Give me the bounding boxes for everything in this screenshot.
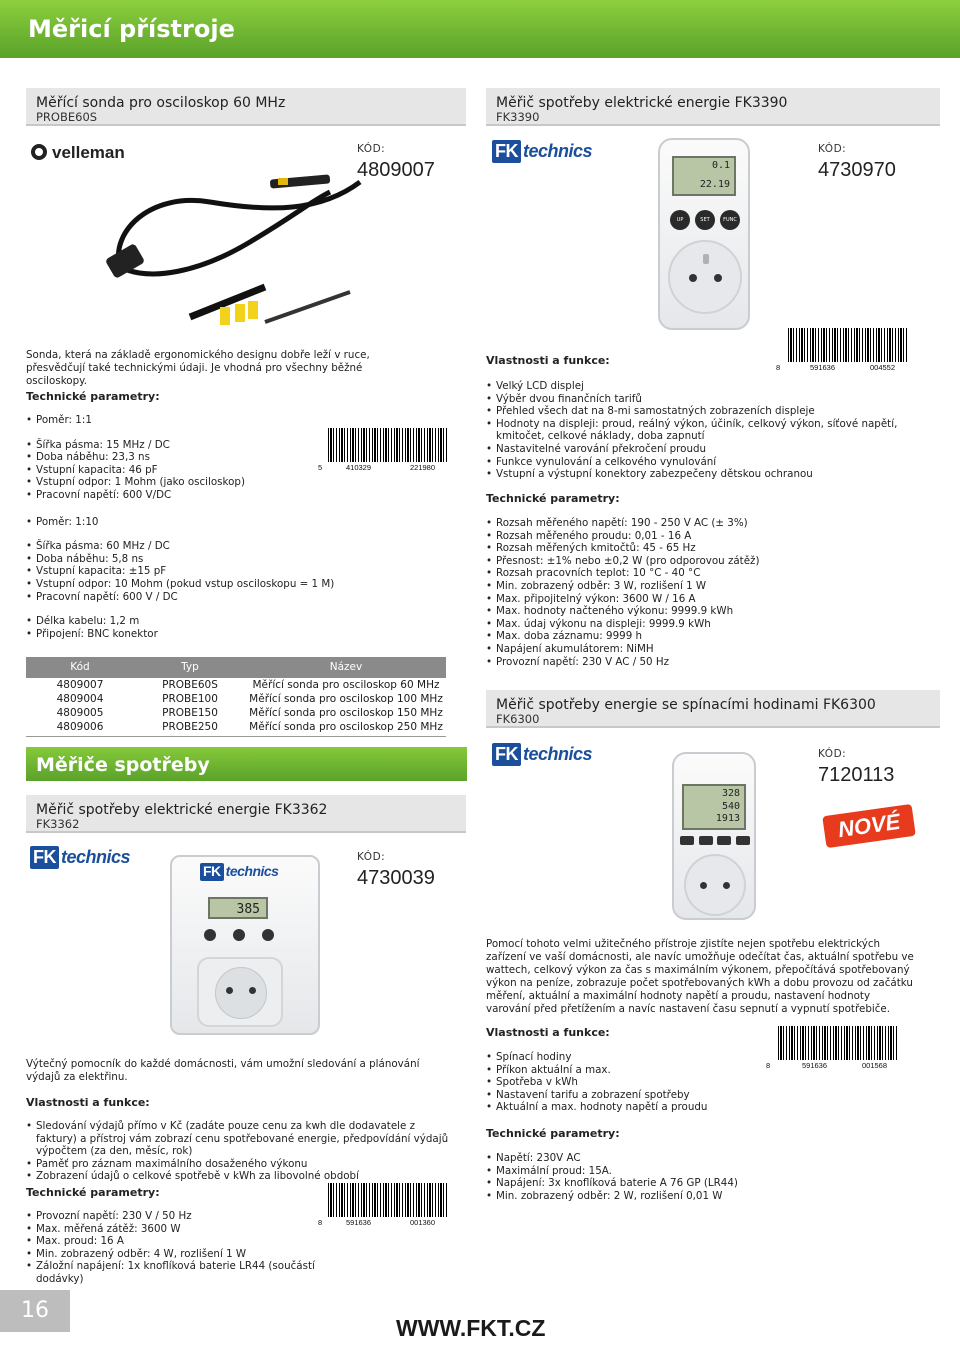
fk3390-specs [486,517,926,668]
spec-item: • Šířka pásma: 15 MHz / DC [26,439,426,452]
barcode-digit: 001568 [862,1061,888,1070]
kod-label: KÓD: [818,143,847,155]
list-item: • Aktuální a max. hodnoty napětí a proudu [486,1101,746,1114]
barcode-bars [788,328,908,362]
new-badge: NOVÉ [822,804,916,848]
barcode-bars [328,1183,448,1217]
list-item: • Přesnost: ±1% nebo ±0,2 W (pro odporovou zátěž) [486,555,926,568]
product-header-fk6300 [486,690,940,728]
kod-value: 4730039 [357,867,435,889]
device-lcd [672,156,736,196]
socket-icon [684,854,746,916]
section-header-meters: Měřiče spotřeby [26,747,467,781]
device-button-icon [699,836,713,845]
list-item: • Záložní napájení: 1x knoflíková baterie LR44 (součástí dodávky) [26,1260,356,1285]
device-button-icon [233,929,245,941]
product-code: FK6300 [496,712,540,727]
barcode-digit: 001360 [410,1218,436,1227]
kod-label: KÓD: [357,851,386,863]
spec-item: • Poměr: 1:1 [26,414,426,427]
product-description: Sonda, která na základě ergonomického designu dobře leží v ruce, přesvědčují také technickými údaji. Je vhodná pro všechny běžné osciloskopy. [26,349,370,387]
tech-params-heading: Technické parametry: [26,1186,160,1199]
barcode-digit: 004552 [870,363,896,372]
table-header: Typ [134,657,246,678]
features-heading: Vlastnosti a funkce: [486,354,610,367]
product-title: Měřící sonda pro osciloskop 60 MHz [36,95,286,111]
kod-label: KÓD: [818,748,847,760]
list-item: • Rozsah měřených kmitočtů: 45 - 65 Hz [486,542,926,555]
barcode-digit: 8 [766,1061,771,1070]
device-button: SET [695,210,715,230]
product-code: FK3362 [36,817,80,832]
device-buttons [670,210,740,230]
website-link[interactable]: WWW.FKT.CZ [396,1315,546,1341]
spec-item: • Připojení: BNC konektor [26,628,426,641]
product-code: PROBE60S [36,110,98,125]
fktechnics-logo [492,743,592,766]
list-item: • Max. hodnoty načteného výkonu: 9999.9 kWh [486,605,926,618]
barcode-digit: 591636 [802,1061,828,1070]
table-cell: PROBE60S [162,679,218,692]
features-heading: Vlastnosti a funkce: [26,1096,150,1109]
barcode [776,328,908,372]
list-item: • Max. doba záznamu: 9999 h [486,630,926,643]
list-item: • Sledování výdajů přímo v Kč (zadáte pouze cenu za kwh dle dodavatele z faktury) a přístroj vám zobrazí cenu spotřebované energie, předpovídání výdajů výpočtem (za den, měsíc, rok) [26,1120,458,1158]
device-logo-text: technics [225,863,279,879]
table-row [26,678,446,692]
device-button-icon [262,929,274,941]
product-title: Měřič spotřeby elektrické energie FK3390 [496,95,788,111]
table-cell: Měřící sonda pro osciloskop 150 MHz [249,707,443,720]
table-header: Název [246,657,446,678]
table-row [26,692,446,706]
barcode-digit: 5 [318,463,323,472]
device-button-icon [717,836,731,845]
list-item: • Zobrazení údajů o celkové spotřebě v kWh za libovolné období [26,1170,458,1183]
device-lcd-line: 22.19 [699,178,730,190]
barcode [766,1026,898,1070]
table-cell: Měřící sonda pro osciloskop 60 MHz [252,679,440,692]
spec-item: • Délka kabelu: 1,2 m [26,615,426,628]
spec-item: • Doba náběhu: 5,8 ns [26,553,426,566]
fk-logo-text: technics [523,141,593,161]
fk-logo-mark: FK [30,846,59,869]
device-lcd-line: 1913 [715,813,740,824]
table-row [26,706,446,720]
fk-logo-mark: FK [492,140,521,163]
header-bar [0,0,960,58]
table-cell: PROBE100 [162,693,218,706]
list-item: • Max. připojitelný výkon: 3600 W / 16 A [486,593,926,606]
table-cell: 4809005 [56,707,104,720]
list-item: • Min. zobrazený odběr: 3 W, rozlišení 1 W [486,580,926,593]
barcode [318,428,450,472]
socket-icon [197,957,283,1027]
fk3362-specs [26,1210,356,1286]
product-header-probe60s [26,88,466,126]
oscilloscope-probe-icon [90,172,390,337]
product-code: FK3390 [496,110,540,125]
list-item: • Přehled všech dat na 8-mi samostatných zobrazeních displeje [486,405,906,418]
product-description: Pomocí tohoto velmi užitečného přístroje zjistíte nejen spotřebu elektrických zařízení ve vaší domácnosti, ale navíc umožňuje odečítat čas, aktuální spotřebu ve wattech, celkový výkon za čas s maximálním výkonem, přepočítává spotřebovaný výkon na peníze, zobrazuje počet spotřebovaných kWh a dobu provozu od začátku měření, aktuální a maximální hodnoty napětí a proudu, nastavení hodnoty varování před přetížením a navíc nastavení času sepnutí a vypnutí spotřebiče. [486,938,914,1015]
barcode-digit: 591636 [346,1218,372,1227]
product-title: Měřič spotřeby elektrické energie FK3362 [36,802,328,818]
table-cell: 4809004 [56,693,104,706]
spec-item: • Pracovní napětí: 600 V/DC [26,489,426,502]
fk-logo-text: technics [523,744,593,764]
barcode-bars [328,428,448,462]
fk6300-features [486,1051,746,1114]
product-description: Výtečný pomocník do každé domácnosti, vám umožní sledování a plánování výdajů za elektřinu. [26,1058,420,1083]
fk3362-features [26,1120,458,1183]
list-item: • Min. zobrazený odběr: 4 W, rozlišení 1 W [26,1248,356,1261]
barcode-bars [778,1026,898,1060]
probe-table [26,657,446,737]
device-lcd: 385 [208,897,268,919]
list-item: • Provozní napětí: 230 V / 50 Hz [26,1210,356,1223]
device-logo-mark: FK [200,863,224,881]
product-title: Měřič spotřeby energie se spínacími hodinami FK6300 [496,697,876,713]
kod-value: 4730970 [818,159,896,181]
device-button-icon [680,836,694,845]
spec-item: • Doba náběhu: 23,3 ns [26,451,426,464]
barcode-digit: 410329 [346,463,372,472]
barcode-digit: 221980 [410,463,436,472]
list-item: • Rozsah měřeného napětí: 190 - 250 V AC (± 3%) [486,517,926,530]
kod-value: 7120113 [818,764,895,786]
list-item: • Rozsah měřeného proudu: 0,01 - 16 A [486,530,926,543]
list-item: • Napájení akumulátorem: NiMH [486,643,926,656]
fk6300-device-image [672,752,756,920]
device-buttons [680,836,750,845]
kod-value: 4809007 [357,159,435,181]
list-item: • Spotřeba v kWh [486,1076,746,1089]
fk-logo-text: technics [61,847,131,867]
table-cell: Měřící sonda pro osciloskop 250 MHz [249,721,443,734]
list-item: • Max. proud: 16 A [26,1235,356,1248]
fktechnics-logo [30,846,130,869]
list-item: • Paměť pro záznam maximálního dosaženého výkonu [26,1158,458,1171]
spec-item: • Vstupní kapacita: 46 pF [26,464,426,477]
device-button: UP [670,210,690,230]
list-item: • Rozsah pracovních teplot: 10 °C - 40 °C [486,567,926,580]
list-item: • Nastavitelné varování překročení proudu [486,443,906,456]
spec-item: • Poměr: 1:10 [26,516,426,529]
barcode-digit: 8 [318,1218,323,1227]
device-button-icon [736,836,750,845]
velleman-logo [30,142,145,166]
device-logo [200,863,278,881]
tech-params-heading: Technické parametry: [486,492,620,505]
spec-item: • Pracovní napětí: 600 V / DC [26,591,426,604]
list-item: • Napájení: 3x knoflíková baterie A 76 GP (LR44) [486,1177,886,1190]
product-header-fk3362 [26,795,466,833]
features-heading: Vlastnosti a funkce: [486,1026,610,1039]
table-cell: PROBE150 [162,707,218,720]
fk3390-features [486,380,906,481]
fktechnics-logo [492,140,592,163]
page-title: Měřicí přístroje [28,15,235,43]
barcode-digit: 8 [776,363,781,372]
spec-item: • Šířka pásma: 60 MHz / DC [26,540,426,553]
product-header-fk3390 [486,88,940,126]
list-item: • Hodnoty na displeji: proud, reálný výkon, účiník, celkový výkon, síťové napětí, kmitočet, celkové náklady, doba zapnutí [486,418,906,443]
list-item: • Napětí: 230V AC [486,1152,886,1165]
list-item: • Výběr dvou finančních tarifů [486,393,906,406]
fk6300-specs [486,1152,886,1202]
device-lcd-line: 540 [721,800,740,812]
spec-item: • Vstupní odpor: 1 Mohm (jako osciloskop) [26,476,426,489]
spec-item: • Vstupní odpor: 10 Mohm (pokud vstup osciloskopu = 1 M) [26,578,426,591]
table-row [26,720,446,734]
page-number: 16 [0,1290,70,1332]
table-header: Kód [26,657,134,678]
list-item: • Max. údaj výkonu na displeji: 9999.9 kWh [486,618,926,631]
list-item: • Min. zobrazený odběr: 2 W, rozlišení 0,01 W [486,1190,886,1203]
device-button-icon [204,929,216,941]
device-lcd-line: 0.1 [711,160,730,171]
device-buttons [204,929,274,941]
table-cell: PROBE250 [162,721,218,734]
list-item: • Příkon aktuální a max. [486,1064,746,1077]
spec-item: • Vstupní kapacita: ±15 pF [26,565,426,578]
table-cell: 4809007 [56,679,104,692]
probe-image [90,172,390,337]
tech-params-heading: Technické parametry: [486,1127,620,1140]
table-cell: Měřící sonda pro osciloskop 100 MHz [249,693,443,706]
list-item: • Max. měřená zátěž: 3600 W [26,1223,356,1236]
fk3362-device-image [170,855,320,1035]
list-item: • Spínací hodiny [486,1051,746,1064]
list-item: • Vstupní a výstupní konektory zabezpečeny dětskou ochranou [486,468,906,481]
list-item: • Funkce vynulování a celkového vynulování [486,456,906,469]
device-lcd [682,784,746,830]
barcode-digit: 591636 [810,363,836,372]
barcode [318,1183,450,1227]
fk-logo-mark: FK [492,743,521,766]
tech-params-heading: Technické parametry: [26,390,160,403]
table-cell: 4809006 [56,721,104,734]
list-item: • Maximální proud: 15A. [486,1165,886,1178]
device-lcd-line: 328 [721,788,740,799]
socket-icon [668,240,742,314]
list-item: • Provozní napětí: 230 V AC / 50 Hz [486,656,926,669]
list-item: • Nastavení tarifu a zobrazení spotřeby [486,1089,746,1102]
velleman-logo-text: velleman [52,143,125,162]
velleman-logo-icon [30,142,145,162]
kod-label: KÓD: [357,143,386,155]
fk3390-device-image [658,138,750,330]
table-divider [26,736,446,737]
device-button: FUNC [720,210,740,230]
list-item: • Velký LCD displej [486,380,906,393]
